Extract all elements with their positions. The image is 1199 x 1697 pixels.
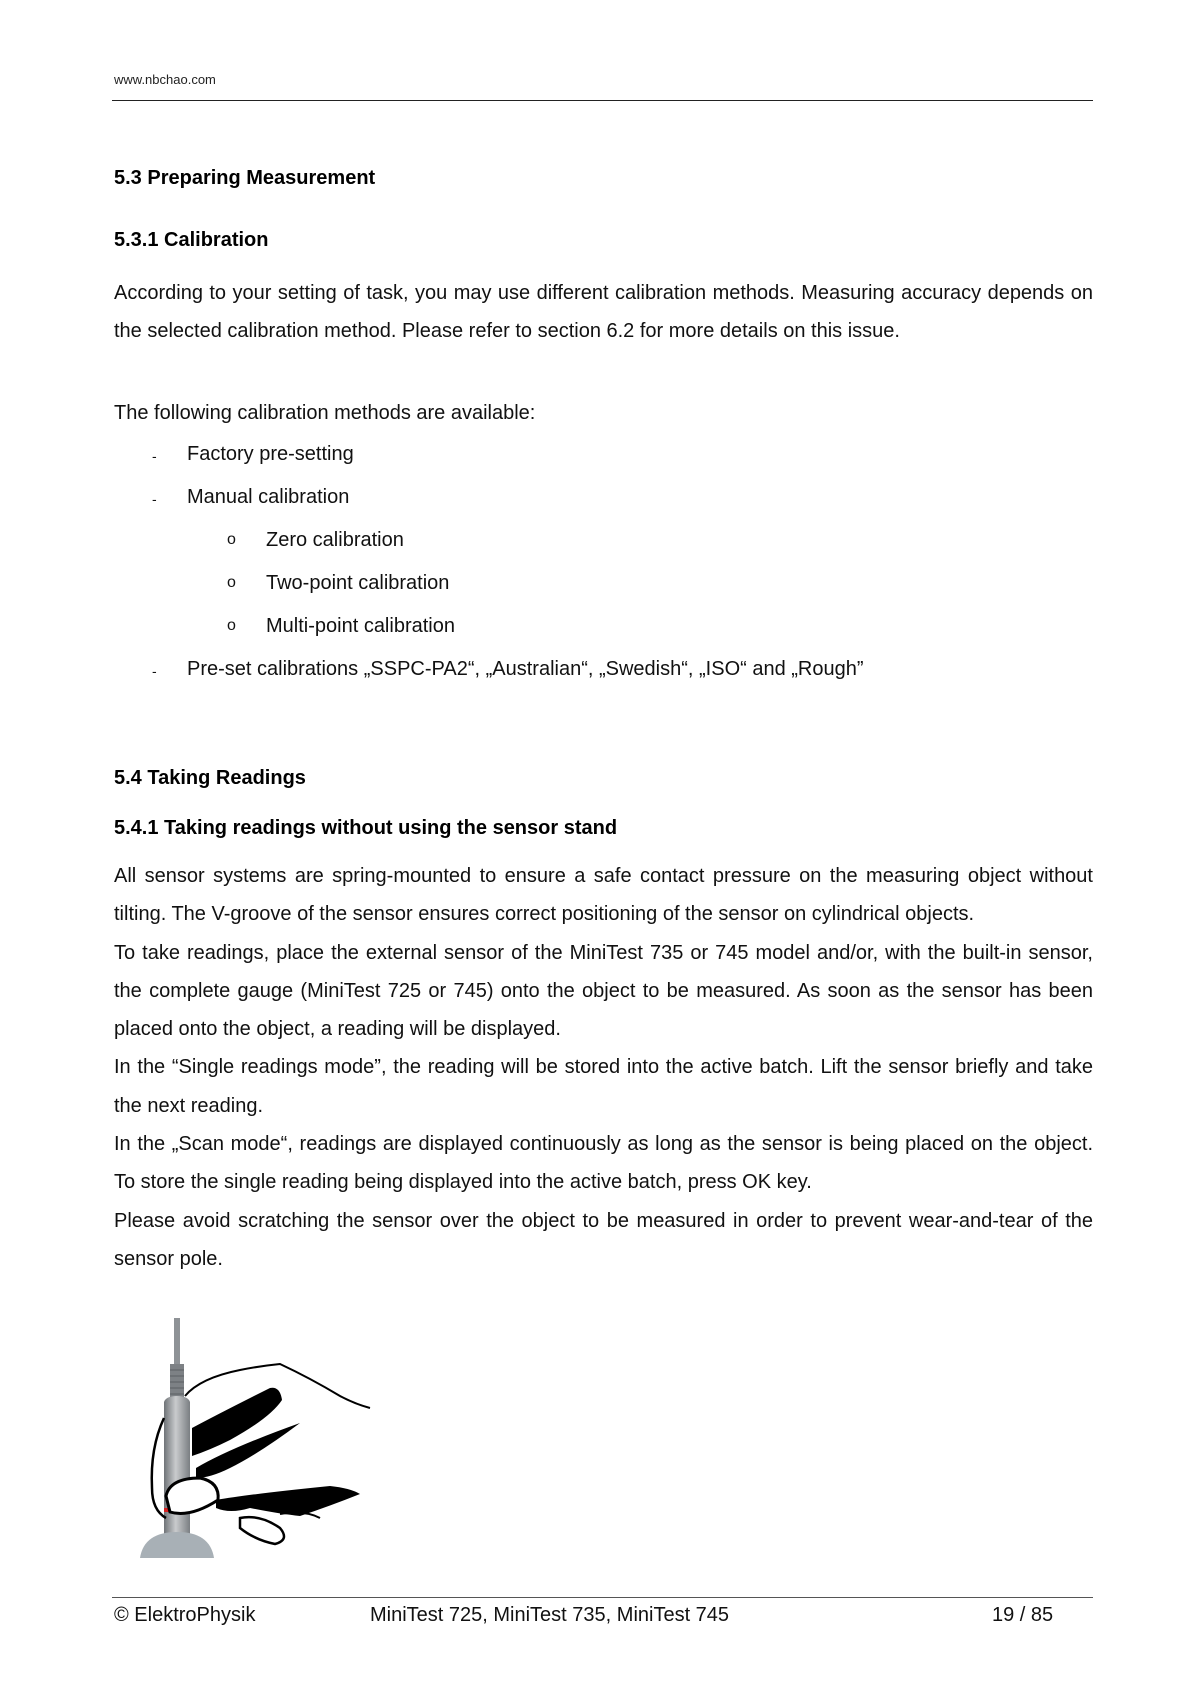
list-bullet-circle: o	[227, 531, 236, 548]
body-paragraph: To take readings, place the external sensor of the MiniTest 735 or 745 model and/or, with the built-in sensor, the complete gauge (MiniTest 725 or 745) onto the object to be measured. As soon as the sensor has been placed onto the object, a reading will be displayed.	[114, 941, 1093, 1041]
list-bullet-dash: -	[152, 448, 157, 464]
heading-5-3-1: 5.3.1 Calibration	[114, 229, 269, 251]
body-paragraph: In the „Scan mode“, readings are displayed continuously as long as the sensor is being placed on the object. To store the single reading being displayed into the active batch, press OK key.	[114, 1133, 1093, 1194]
header-url: www.nbchao.com	[114, 72, 216, 87]
list-subitem: Multi-point calibration	[266, 615, 455, 637]
body-paragraph: Please avoid scratching the sensor over the object to be measured in order to prevent wear-and-tear of the sensor pole.	[114, 1209, 1093, 1270]
hand-holding-sensor-figure	[130, 1318, 400, 1563]
footer-product: MiniTest 725, MiniTest 735, MiniTest 745	[370, 1604, 730, 1626]
body-paragraph: In the “Single readings mode”, the reading will be stored into the active batch. Lift the sensor briefly and take the next reading.	[114, 1056, 1093, 1117]
heading-5-3: 5.3 Preparing Measurement	[114, 167, 376, 189]
hand-holding-sensor-icon	[130, 1318, 400, 1563]
sensor-body	[164, 1396, 190, 1540]
heading-5-4: 5.4 Taking Readings	[114, 767, 306, 789]
list-item: Manual calibration	[187, 486, 350, 508]
list-item: Factory pre-setting	[187, 443, 354, 465]
footer-rule	[112, 1597, 1093, 1598]
list-bullet-dash: -	[152, 491, 157, 507]
list-bullet-circle: o	[227, 617, 236, 634]
list-subitem: Zero calibration	[266, 529, 404, 551]
list-item: Pre-set calibrations „SSPC-PA2“, „Australian“, „Swedish“, „ISO“ and „Rough”	[187, 658, 864, 680]
heading-5-4-1: 5.4.1 Taking readings without using the sensor stand	[114, 817, 618, 839]
calibration-intro: The following calibration methods are available:	[114, 402, 536, 424]
footer-copyright: © ElektroPhysik	[114, 1604, 256, 1626]
sensor-strain-relief	[170, 1364, 184, 1398]
sensor-cable	[174, 1318, 180, 1366]
taking-readings-body	[114, 857, 1093, 1278]
calibration-paragraph: According to your setting of task, you may use different calibration methods. Measuring accuracy depends on the selected calibration method. Please refer to section 6.2 for more details on this issue.	[114, 282, 1093, 343]
list-bullet-circle: o	[227, 574, 236, 591]
header-rule	[112, 100, 1093, 101]
list-subitem: Two-point calibration	[266, 572, 450, 594]
body-paragraph: All sensor systems are spring-mounted to ensure a safe contact pressure on the measuring object without tilting. The V-groove of the sensor ensures correct positioning of the sensor on cylindrical objects.	[114, 865, 1093, 926]
sensor-base	[140, 1532, 214, 1558]
list-bullet-dash: -	[152, 663, 157, 679]
footer-page-number: 19 / 85	[992, 1604, 1054, 1626]
